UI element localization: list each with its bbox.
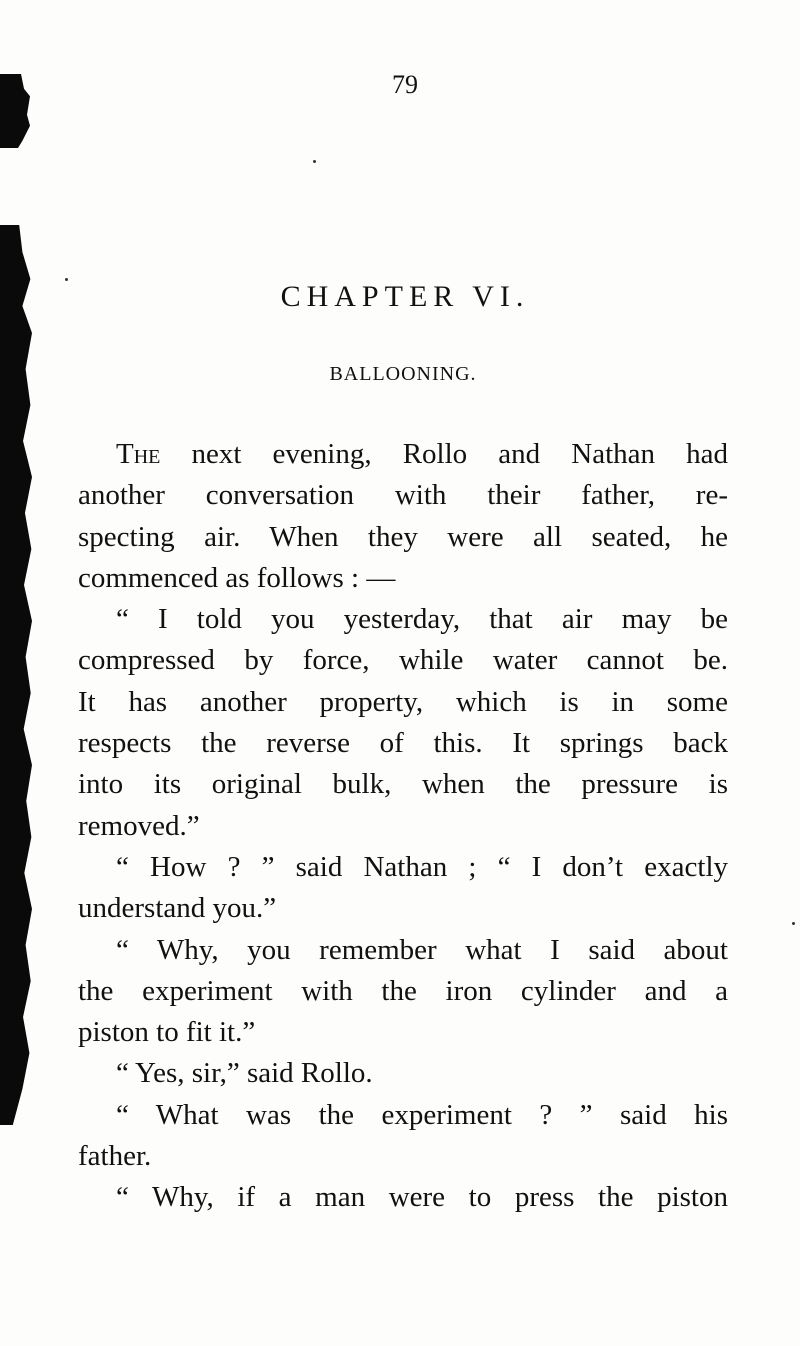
text-line: It has another property, which is in some — [78, 685, 728, 718]
text-line: removed.” — [78, 809, 200, 842]
scan-binding-shadow — [0, 225, 32, 1125]
text-line: “ Why, if a man were to press the piston — [116, 1181, 728, 1214]
small-caps-word: The — [116, 438, 161, 470]
text-line: respects the reverse of this. It springs back — [78, 727, 728, 760]
scan-speck — [792, 922, 795, 925]
page-number: 79 — [392, 70, 418, 99]
text-line: the experiment with the iron cylinder and a — [78, 974, 728, 1007]
line-remainder: next evening, Rollo and Nathan had — [160, 438, 728, 470]
chapter-title: CHAPTER VI. — [280, 280, 530, 313]
scan-speck — [313, 160, 316, 163]
text-line: into its original bulk, when the pressure is — [78, 768, 728, 801]
text-line: “ How ? ” said Nathan ; “ I don’t exactly — [116, 850, 728, 883]
text-line: specting air. When they were all seated, he — [78, 520, 728, 553]
text-line: “ Why, you remember what I said about — [116, 933, 728, 966]
text-line: commenced as follows : — — [78, 561, 396, 594]
text-line: “ What was the experiment ? ” said his — [116, 1098, 728, 1131]
text-line: father. — [78, 1140, 152, 1173]
text-line: piston to fit it.” — [78, 1016, 256, 1049]
text-line: “ I told you yesterday, that air may be — [116, 603, 728, 636]
body-text — [78, 434, 728, 1219]
chapter-subtitle: BALLOONING. — [329, 363, 477, 385]
text-line: compressed by force, while water cannot be. — [78, 644, 728, 677]
text-line: another conversation with their father, re- — [78, 479, 728, 512]
text-line — [78, 434, 728, 475]
text-line: understand you.” — [78, 892, 277, 925]
text-line: “ Yes, sir,” said Rollo. — [116, 1057, 373, 1090]
